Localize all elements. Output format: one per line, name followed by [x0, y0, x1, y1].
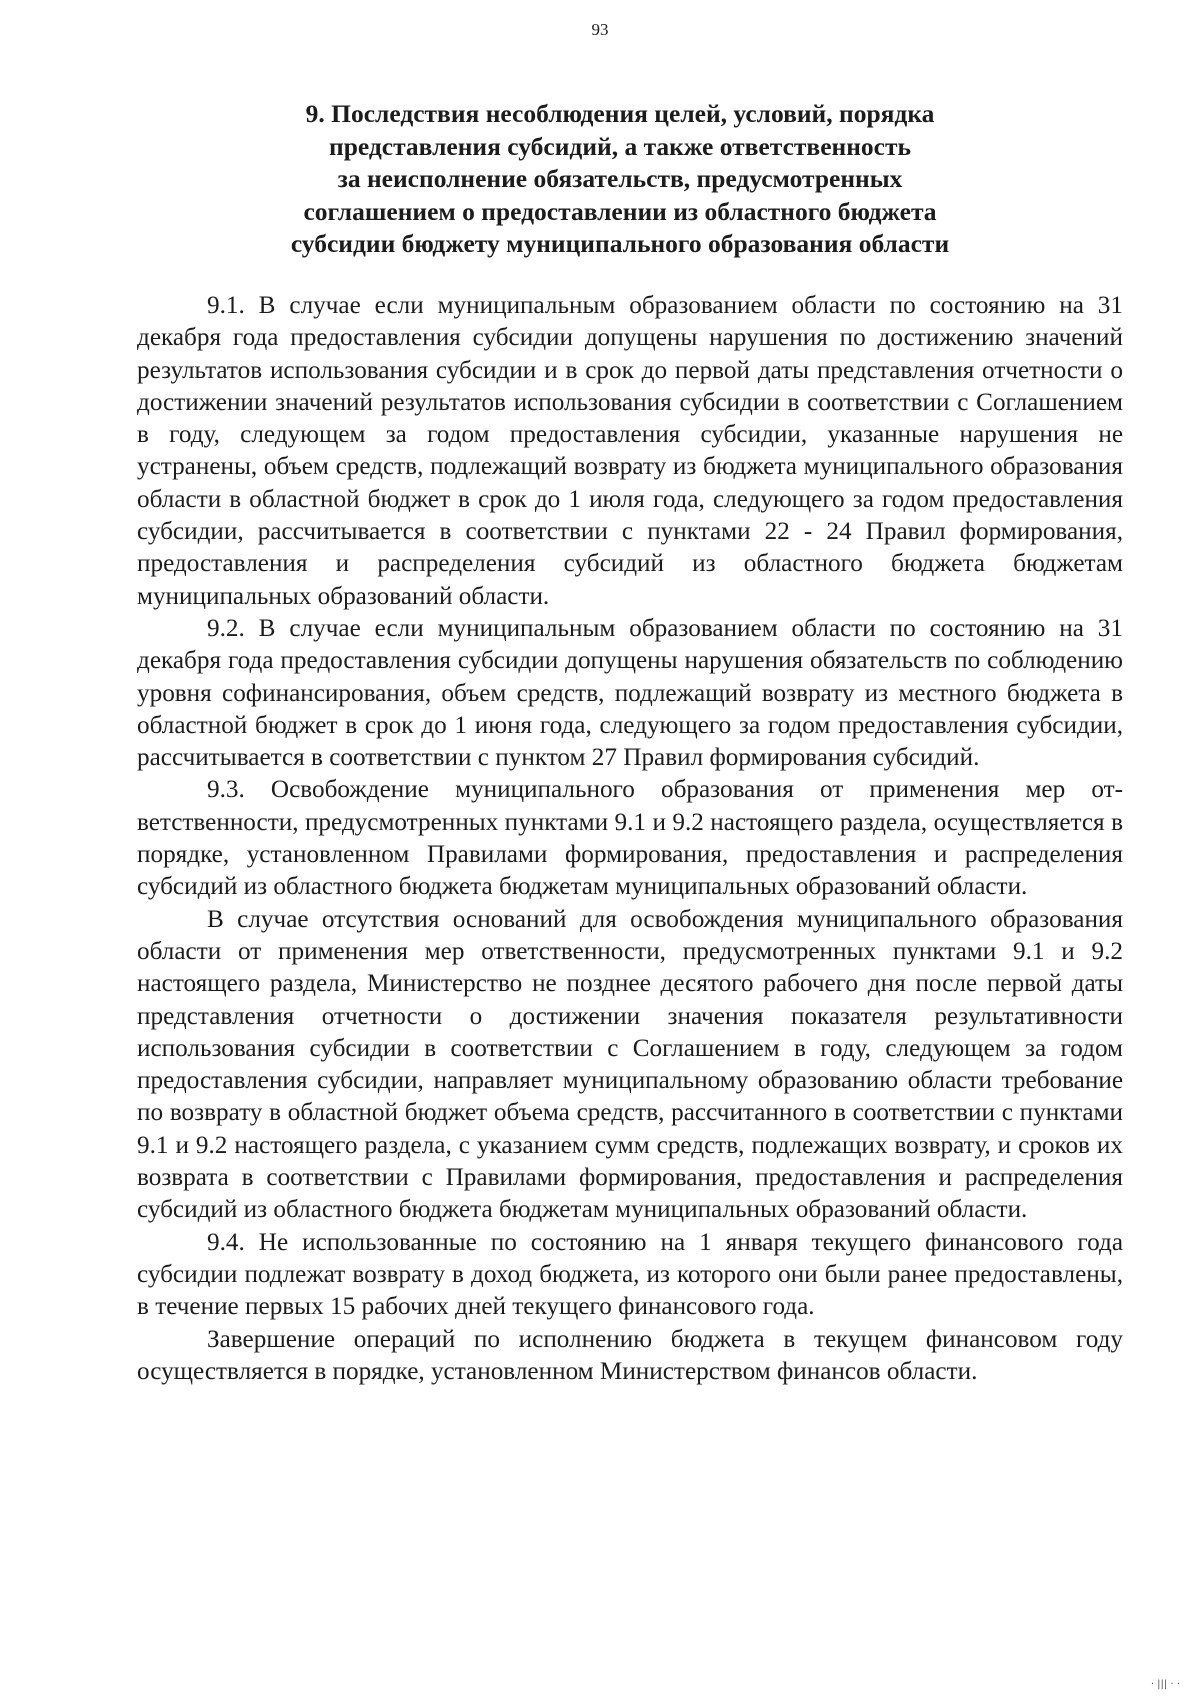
section-heading-line: представления субсидий, а также ответственность: [329, 131, 911, 161]
paragraph-9-2: 9.2. В случае если муниципальным образованием области по состоянию на 31 декабря года предоставления субсидии допущены нарушения обязательств по соблюдению уровня софинансирования, объем средств, подлежащий возврату из местного бюджета в областной бюджет в срок до 1 июня года, следующего за годом предоставления субсидии, рассчитывается в соответствии с пунктом 27 Правил формирования субсидий.: [137, 614, 1123, 772]
section-heading: [150, 98, 1090, 261]
scan-corner-mark: · ||| · ·: [1150, 1679, 1180, 1690]
paragraph-9-4: 9.4. Не использованные по состоянию на 1 января текущего финансового года субсидии подлежат возврату в доход бюджета, из которого они были ранее предоставлены, в течение первых 15 рабочих дней текущего финансового года.: [137, 1228, 1123, 1321]
paragraph-9-1: 9.1. В случае если муниципальным образованием области по состоянию на 31 декабря года предоставления субсидии допущены нарушения по достижению значений результатов использования субсидии и в срок до первой даты представления отчетности о достижении значений результатов использования субсидии в соответствии с Соглашением в году, следующем за годом предоставления субсидии, указанные нарушения не устранены, объем средств, подлежащий возврату из бюджета муниципального образования области в областной бюджет в срок до 1 июля года, следующего за годом предоставления субсидии, рассчитывается в соответствии с пунктами 22 - 24 Правил формирования, предоставления и распределения субсидий из областного бюджета бюджетам муниципальных образований области.: [137, 292, 1123, 610]
section-heading-line: 9. Последствия несоблюдения целей, условий, порядка: [305, 99, 935, 128]
paragraph-9-4-continued: Завершение операций по исполнению бюджета в текущем финансовом году осуществляется в порядке, установленном Министерством финансов области.: [137, 1325, 1123, 1385]
paragraph-9-3-continued: В случае отсутствия оснований для освобождения муниципального образования области от применения мер ответственности, предусмотренных пунктами 9.1 и 9.2 настоящего раздела, Министерство не позднее десятого рабочего дня после первой даты представления отчетности о достижении значения показателя результативности использования субсидии в соответствии с Соглашением в году, следующем за годом предоставления субсидии, направляет муниципальному образованию области требование по возврату в областной бюджет объема средств, рассчитанного в соответствии с пунктами 9.1 и 9.2 настоящего раздела, с указанием сумм средств, подлежащих возврату, и сроков их возврата в соответствии с Правилами формирования, предоставления и распределения субсидий из областного бюджета бюджетам муниципальных образований области.: [137, 905, 1123, 1224]
page-number: 93: [591, 20, 609, 39]
section-heading-line: за неисполнение обязательств, предусмотренных: [337, 164, 903, 194]
document-body: [137, 290, 1123, 1388]
paragraph-9-3: 9.3. Освобождение муниципального образования от применения мер ответственности, предусмотренных пунктами 9.1 и 9.2 настоящего раздела, осуществляется в порядке, установленном Правилами формирования, предоставления и распределения субсидий из областного бюджета бюджетам муниципальных образований области.: [137, 776, 1123, 901]
section-heading-line: субсидии бюджету муниципального образования области: [290, 229, 950, 259]
section-heading-line: соглашением о предоставлении из областного бюджета: [303, 196, 937, 226]
